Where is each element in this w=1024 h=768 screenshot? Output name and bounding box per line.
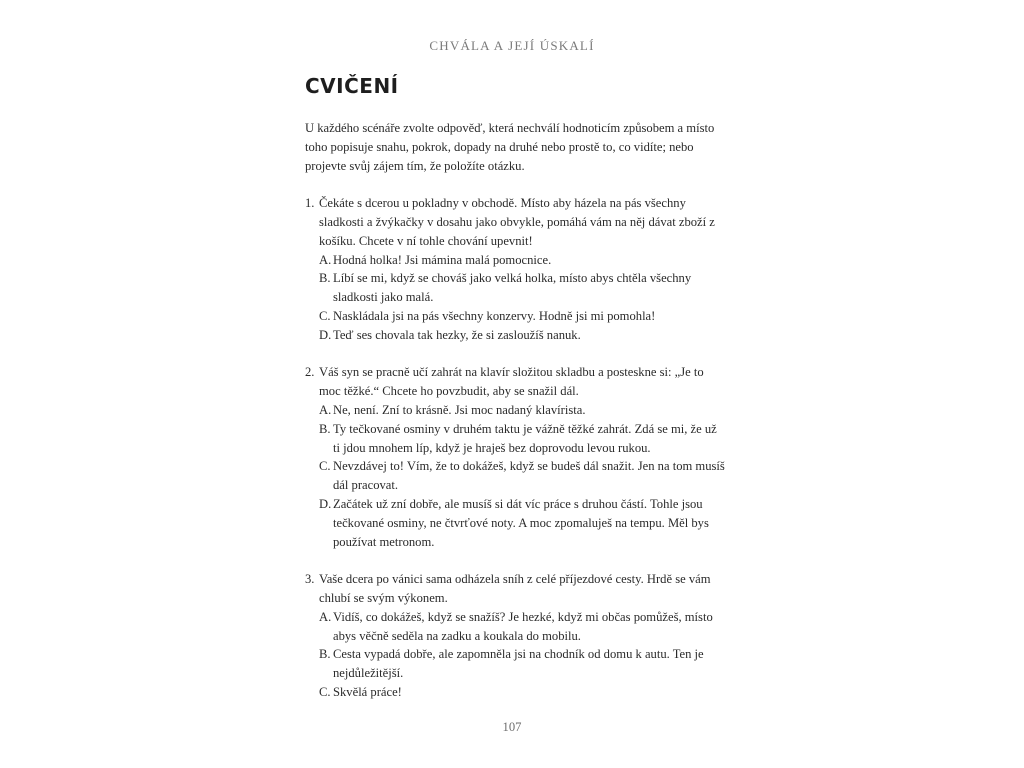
option-text: Skvělá práce! bbox=[333, 684, 402, 699]
exercise-2 bbox=[305, 363, 725, 551]
option-letter: B. bbox=[319, 421, 331, 436]
option-letter: C. bbox=[319, 308, 331, 323]
option-text: Líbí se mi, když se chováš jako velká holka, místo abys chtěla všechny sladkosti jako malá. bbox=[333, 271, 692, 305]
option-list bbox=[305, 251, 725, 345]
option-a bbox=[305, 251, 725, 270]
exercise-question bbox=[305, 194, 725, 250]
option-text: Naskládala jsi na pás všechny konzervy. Hodně jsi mi pomohla! bbox=[333, 308, 656, 323]
page-content bbox=[305, 119, 725, 721]
running-head: CHVÁLA A JEJÍ ÚSKALÍ bbox=[429, 38, 595, 53]
option-b bbox=[305, 645, 725, 683]
exercise-question bbox=[305, 570, 725, 608]
option-letter: A. bbox=[319, 252, 332, 267]
option-letter: C. bbox=[319, 459, 331, 474]
option-letter: D. bbox=[319, 496, 332, 511]
option-letter: B. bbox=[319, 647, 331, 662]
intro-paragraph: U každého scénáře zvolte odpověď, která nechválí hodnoticím způsobem a místo toho popisuje snahu, pokrok, dopady na druhé nebo prostě to, co vidíte; nebo projevte svůj zájem tím, že položíte otázku. bbox=[305, 121, 715, 173]
exercise-question bbox=[305, 363, 725, 401]
option-letter: C. bbox=[319, 684, 331, 699]
exercise-question-text: Vaše dcera po vánici sama odházela sníh z celé příjezdové cesty. Hrdě se vám chlubí se svým výkonem. bbox=[319, 572, 711, 605]
page-number: 107 bbox=[502, 720, 522, 734]
option-b bbox=[305, 420, 725, 458]
option-b bbox=[305, 269, 725, 307]
option-text: Nevzdávej to! Vím, že to dokážeš, když se budeš dál snažit. Jen na tom musíš dál pracovat. bbox=[333, 459, 725, 493]
option-text: Hodná holka! Jsi mámina malá pomocnice. bbox=[333, 252, 552, 267]
option-text: Začátek už zní dobře, ale musíš si dát víc práce s druhou částí. Tohle jsou tečkované osminy, ne čtvrťové noty. A moc zpomaluješ na tempu. Měl bys používat metronom. bbox=[333, 496, 709, 549]
exercise-number: 2. bbox=[305, 365, 315, 380]
option-d bbox=[305, 495, 725, 551]
option-c bbox=[305, 683, 725, 702]
option-letter: B. bbox=[319, 271, 331, 286]
option-text: Ne, není. Zní to krásně. Jsi moc nadaný klavírista. bbox=[333, 402, 586, 417]
option-text: Ty tečkované osminy v druhém taktu je vážně těžké zahrát. Zdá se mi, že už ti jdou mnohem líp, když je hraješ bez doprovodu levou rukou. bbox=[333, 421, 717, 455]
option-letter: A. bbox=[319, 402, 332, 417]
option-d bbox=[305, 326, 725, 345]
option-a bbox=[305, 401, 725, 420]
option-text: Teď ses chovala tak hezky, že si zasloužíš nanuk. bbox=[333, 327, 581, 342]
exercise-question-text: Čekáte s dcerou u pokladny v obchodě. Místo aby házela na pás všechny sladkosti a žvýkačky v dosahu jako obvykle, pomáhá vám na něj dávat zboží z košíku. Chcete v ní tohle chování upevnit! bbox=[319, 196, 715, 248]
option-text: Cesta vypadá dobře, ale zapomněla jsi na chodník od domu k autu. Ten je nejdůležitější. bbox=[333, 647, 704, 681]
option-text: Vidíš, co dokážeš, když se snažíš? Je hezké, když mi občas pomůžeš, místo abys věčně seděla na zadku a koukala do mobilu. bbox=[333, 609, 713, 643]
exercise-1 bbox=[305, 194, 725, 344]
option-a bbox=[305, 608, 725, 646]
option-letter: D. bbox=[319, 327, 332, 342]
exercise-number: 3. bbox=[305, 572, 315, 587]
option-list bbox=[305, 608, 725, 702]
option-letter: A. bbox=[319, 609, 332, 624]
option-c bbox=[305, 457, 725, 495]
exercise-number: 1. bbox=[305, 196, 315, 211]
section-heading: CVIČENÍ bbox=[305, 74, 399, 98]
option-list bbox=[305, 401, 725, 551]
exercise-3 bbox=[305, 570, 725, 702]
exercise-question-text: Váš syn se pracně učí zahrát na klavír složitou skladbu a posteskne si: „Je to moc těžké.“ Chcete ho povzbudit, aby se snažil dál. bbox=[319, 365, 704, 399]
option-c bbox=[305, 307, 725, 326]
